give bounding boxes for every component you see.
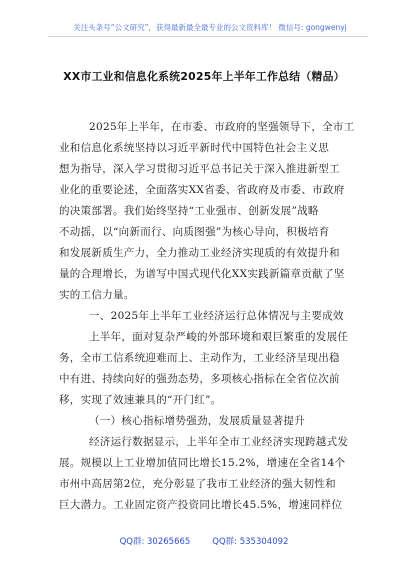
heading-line: （一）核心指标增势强劲，发展质量显著提升 [89,415,305,427]
text-line: 和发展新质生产力，全力推动工业经济实现质的有效提升和 [59,247,340,259]
text-line: 务，全市工信系统迎难而上、主动作为，工业经济呈现出稳 [59,352,340,364]
paragraph-indicators [59,432,359,516]
footer-qq-group-2: QQ群: 535304092 [212,537,289,547]
text-line: 上半年，面对复杂严峻的外部环境和艰巨繁重的发展任 [89,331,349,343]
text-line: 中有进、持续向好的强劲态势，多项核心指标在全省位次前 [59,373,340,385]
document-title: XX市工业和信息化系统2025年上半年工作总结（精品） [63,70,345,83]
header-divider [48,36,368,37]
header-banner: 关注头条号“公文研究”，获得最新最全最专业的公文资料库！ 微信号: gongwenyj [73,23,347,32]
text-line: 业化的重要论述，全面落实XX省委、省政府及市委、市政府 [59,184,345,196]
text-line: 不动摇，以“向新而行、向质图强”为核心导向，积极培育 [59,226,330,238]
paragraph-intro [59,117,359,306]
text-line: 展。规模以上工业增加值同比增长15.2%，增速在全省14个 [59,457,346,469]
text-line: 实的工信力量。 [59,289,135,301]
text-line: 想为指导，深入学习贯彻习近平总书记关于深入推进新型工 [59,163,340,175]
text-line: 市州中高居第2位，充分彰显了我市工业经济的强大韧性和 [59,478,336,490]
subsection-heading [59,411,359,432]
text-line: 巨大潜力。工业固定资产投资同比增长45.5%，增速同样位 [59,499,343,511]
footer-qq-group-1: QQ群: 30265665 [119,537,191,547]
heading-line: 一、2025年上半年工业经济运行总体情况与主要成效 [89,310,344,322]
paragraph-overview [59,327,359,411]
text-line: 业和信息化系统坚持以习近平新时代中国特色社会主义思 [59,142,329,154]
text-line: 量的合理增长，为谱写中国式现代化XX实践新篇章贡献了坚 [59,268,345,280]
section-heading [59,306,359,327]
text-line: 2025年上半年，在市委、市政府的坚强领导下，全市工 [89,121,355,133]
footer-contacts [0,535,408,547]
text-line: 移，实现了效速兼具的“开门红”。 [59,394,222,406]
text-line: 的决策部署。我们始终坚持“工业强市、创新发展”战略 [59,205,319,217]
text-line: 经济运行数据显示，上半年全市工业经济实现跨越式发 [89,436,349,448]
